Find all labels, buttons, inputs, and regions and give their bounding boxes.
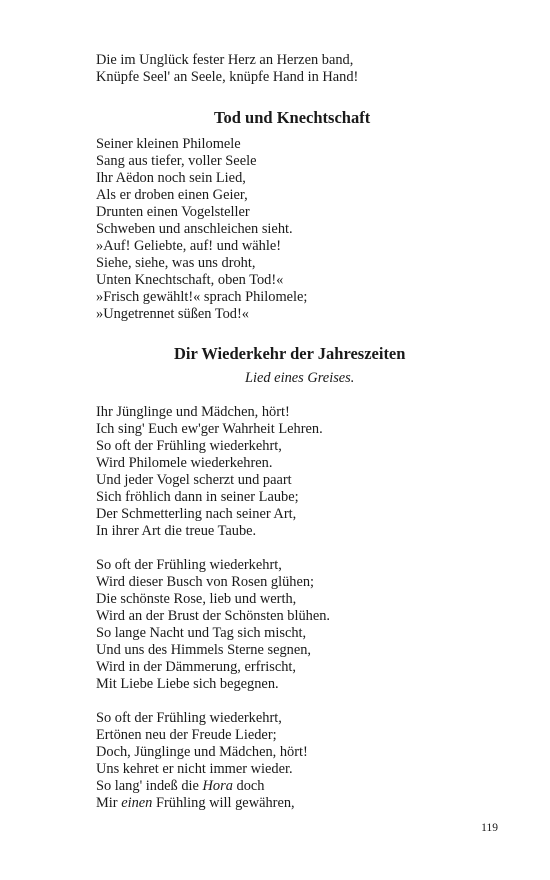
verse-line [96, 778, 264, 795]
verse-line: So oft der Frühling wiederkehrt, [96, 710, 282, 726]
verse-line: Wird in der Dämmerung, erfrischt, [96, 659, 297, 675]
poem-title: Tod und Knechtschaft [214, 108, 371, 127]
verse-line: Ertönen neu der Freude Lieder; [96, 727, 277, 743]
verse-line: Wird an der Brust der Schönsten blühen. [96, 608, 331, 624]
verse-line [96, 795, 295, 812]
verse-text: Mir [96, 795, 122, 811]
poem-subtitle: Lied eines Greises. [245, 370, 355, 386]
verse-line: Und uns des Himmels Sterne segnen, [96, 642, 312, 658]
verse-text: Frühling will gewähren, [152, 795, 295, 811]
verse-line: Die schönste Rose, lieb und werth, [96, 591, 297, 607]
page-number: 119 [481, 822, 498, 834]
verse-line: So oft der Frühling wiederkehrt, [96, 557, 282, 573]
verse-line: »Frisch gewählt!« sprach Philomele; [96, 289, 308, 305]
verse-line: Seiner kleinen Philomele [96, 136, 241, 152]
verse-line: Und jeder Vogel scherzt und paart [96, 472, 292, 488]
verse-line: Uns kehret er nicht immer wieder. [96, 761, 293, 777]
verse-line: Sang aus tiefer, voller Seele [96, 153, 257, 169]
verse-line: Schweben und anschleichen sieht. [96, 221, 293, 237]
emphasized-word: einen [121, 795, 153, 811]
verse-line: Als er droben einen Geier, [96, 187, 248, 203]
verse-line: Knüpfe Seel' an Seele, knüpfe Hand in Hand! [96, 69, 359, 85]
verse-line: Ihr Jünglinge und Mädchen, hört! [96, 404, 290, 420]
verse-line: So oft der Frühling wiederkehrt, [96, 438, 282, 454]
verse-line: Ihr Aëdon noch sein Lied, [96, 170, 246, 186]
verse-line: Die im Unglück fester Herz an Herzen band, [96, 52, 354, 68]
emphasized-word: Hora [202, 778, 233, 794]
verse-line: Ich sing' Euch ew'ger Wahrheit Lehren. [96, 421, 323, 437]
verse-line: Siehe, siehe, was uns droht, [96, 255, 256, 271]
verse-line: Der Schmetterling nach seiner Art, [96, 506, 297, 522]
verse-text: So lang' indeß die [96, 778, 203, 794]
verse-text: doch [232, 778, 265, 794]
verse-line: Doch, Jünglinge und Mädchen, hört! [96, 744, 308, 760]
verse-line: In ihrer Art die treue Taube. [96, 523, 257, 539]
verse-line: Sich fröhlich dann in seiner Laube; [96, 489, 299, 505]
poem-title: Dir Wiederkehr der Jahreszeiten [174, 344, 406, 363]
verse-line: »Auf! Geliebte, auf! und wähle! [96, 238, 282, 254]
verse-line: Wird Philomele wiederkehren. [96, 455, 273, 471]
verse-line: So lange Nacht und Tag sich mischt, [96, 625, 307, 641]
verse-line: »Ungetrennet süßen Tod!« [96, 306, 249, 322]
verse-line: Drunten einen Vogelsteller [96, 204, 250, 220]
verse-line: Mit Liebe Liebe sich begegnen. [96, 676, 279, 692]
verse-line: Unten Knechtschaft, oben Tod!« [96, 272, 284, 288]
verse-line: Wird dieser Busch von Rosen glühen; [96, 574, 315, 590]
